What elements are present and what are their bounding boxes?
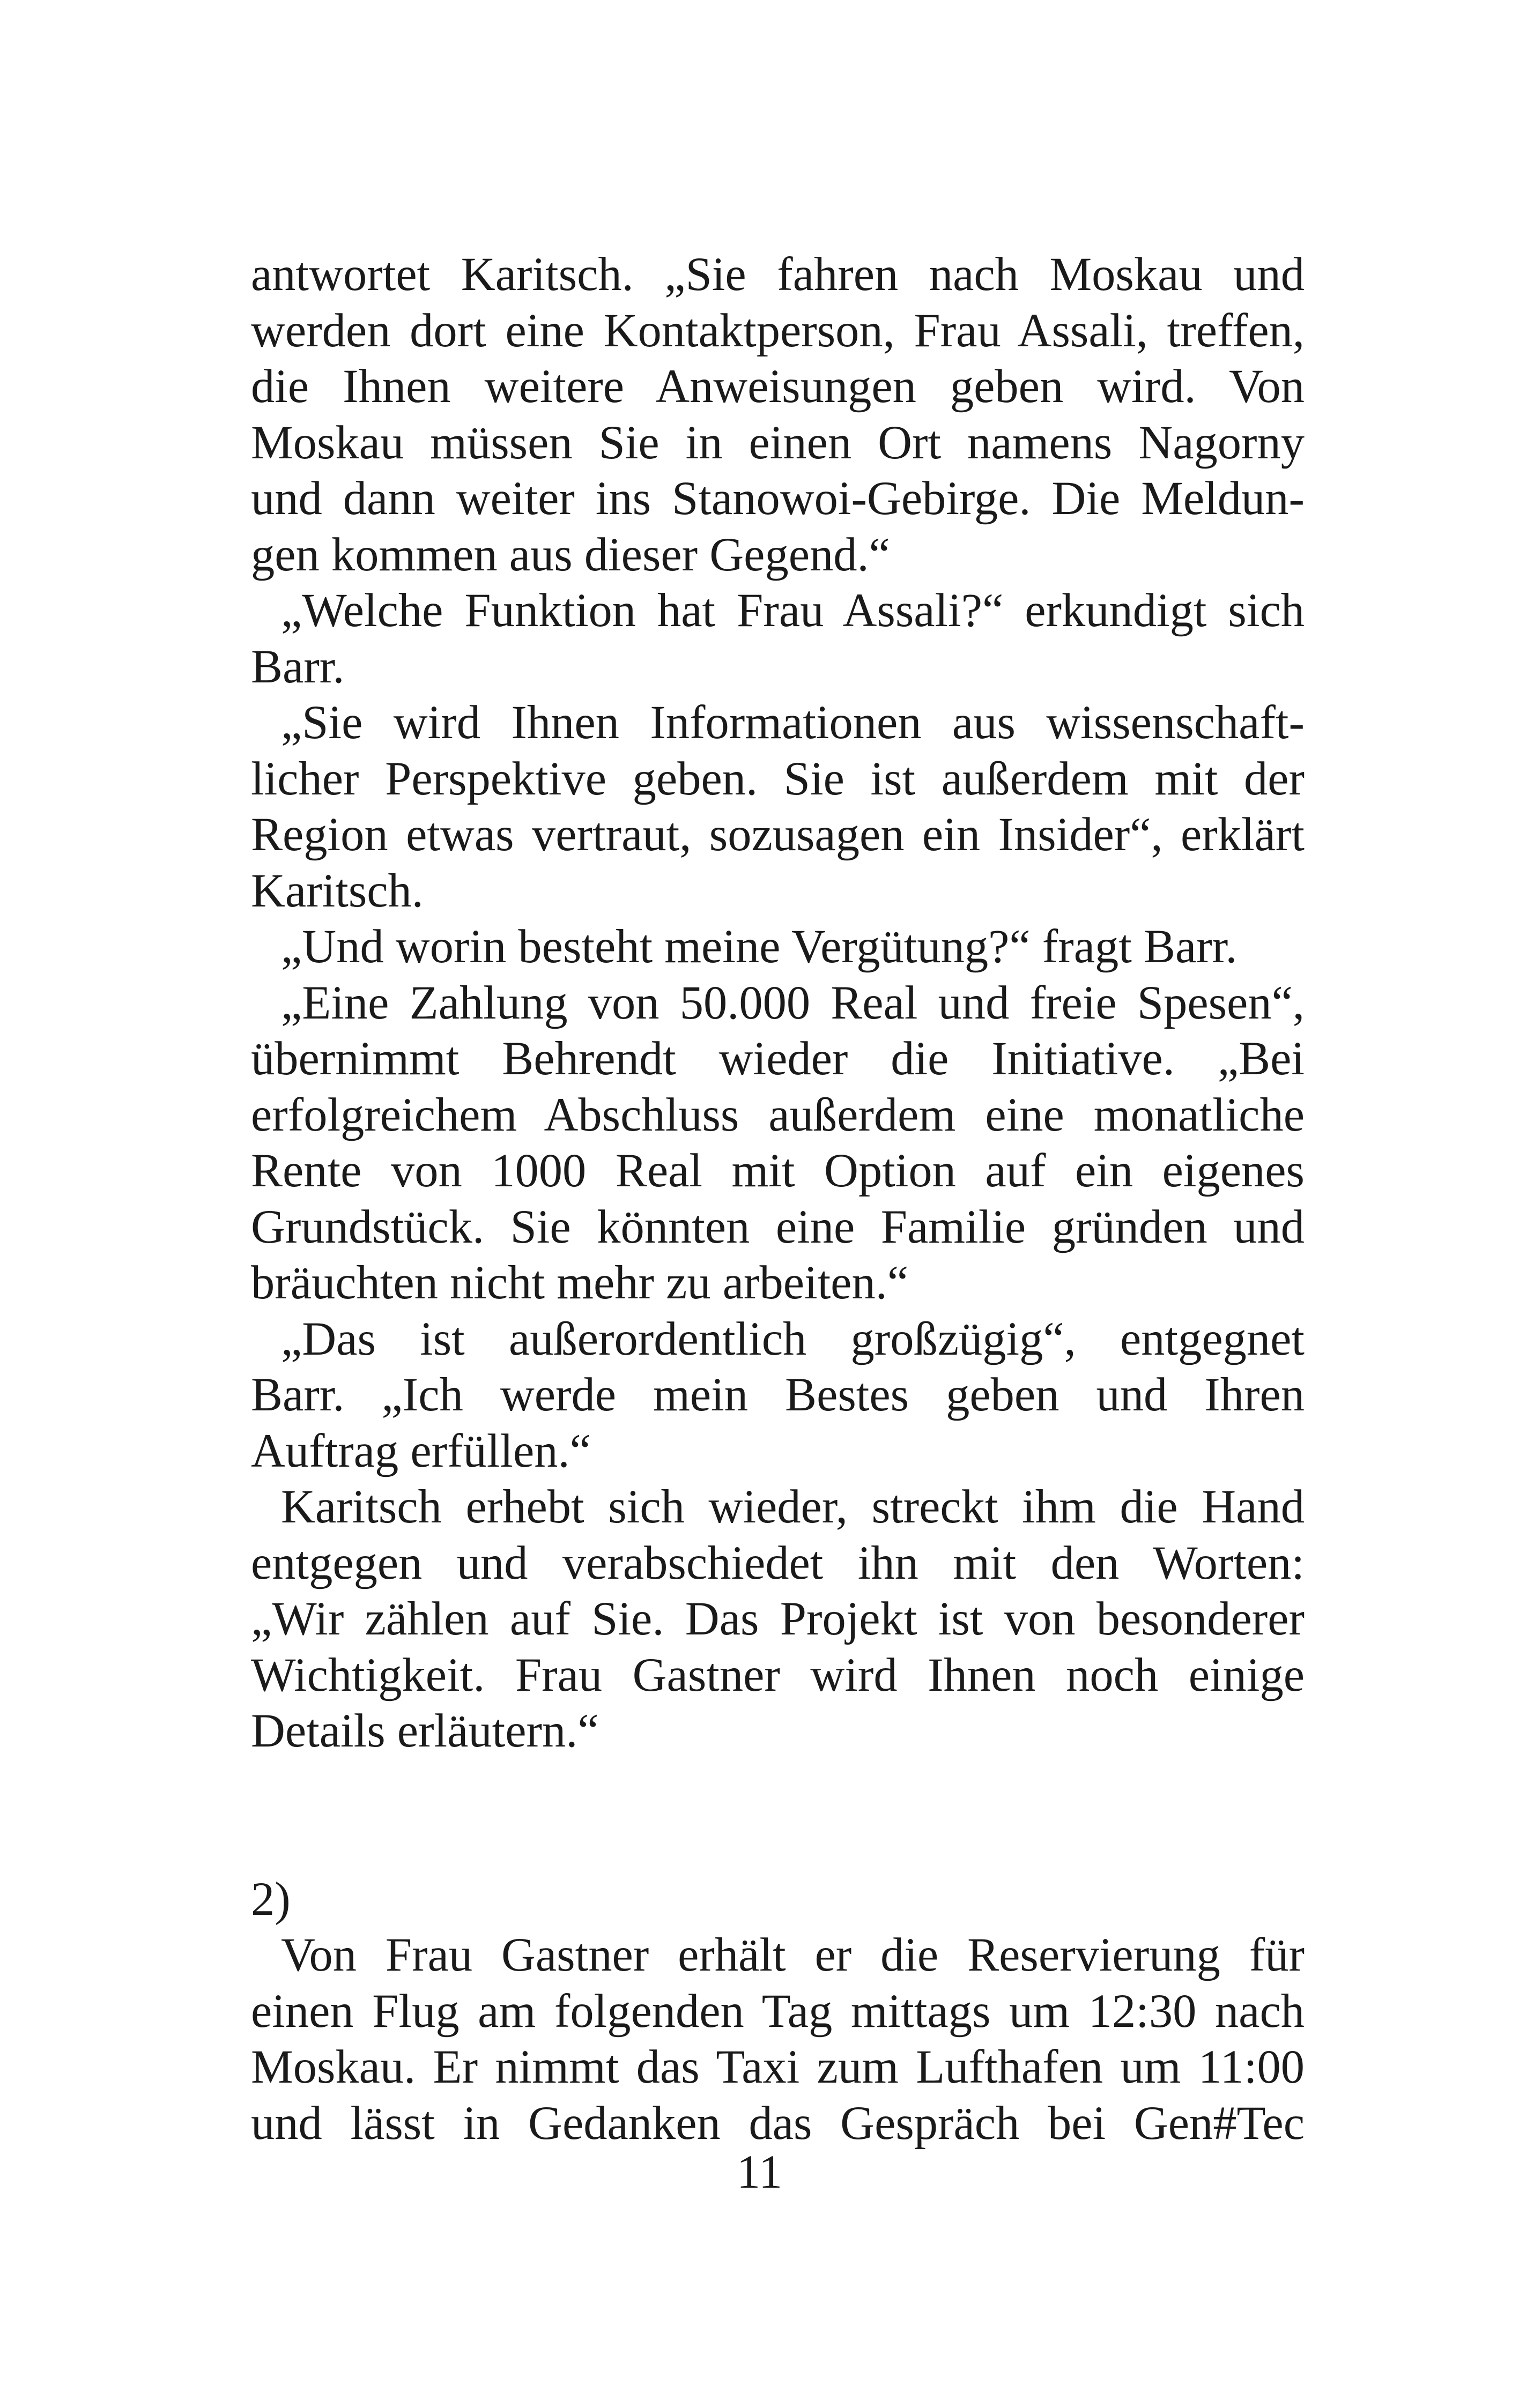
text-line: werden dort eine Kontaktperson, Frau Assali, treffen, bbox=[251, 304, 1305, 357]
text-line: Barr. „Ich werde mein Bestes geben und Ihren bbox=[251, 1369, 1305, 1421]
section-gap bbox=[251, 1759, 1305, 1871]
text-line: antwortet Karitsch. „Sie fahren nach Moskau und bbox=[251, 248, 1305, 301]
text-line: „Eine Zahlung von 50.000 Real und freie Spesen“, bbox=[281, 976, 1305, 1029]
text-line: licher Perspektive geben. Sie ist außerdem mit der bbox=[251, 752, 1305, 805]
body-text bbox=[251, 247, 1305, 2151]
text-line: Grundstück. Sie könnten eine Familie gründen und bbox=[251, 1200, 1305, 1253]
text-line: die Ihnen weitere Anweisungen geben wird. Von bbox=[251, 360, 1305, 413]
text-line: Details erläutern.“ bbox=[251, 1705, 599, 1757]
text-line: „Wir zählen auf Sie. Das Projekt ist von besonderer bbox=[251, 1593, 1305, 1645]
page-number: 11 bbox=[736, 2146, 783, 2198]
text-line: „Das ist außerordentlich großzügig“, entgegnet bbox=[281, 1312, 1305, 1365]
text-line: und dann weiter ins Stanowoi-Gebirge. Die Meldun- bbox=[251, 472, 1305, 525]
text-line: „Und worin besteht meine Vergütung?“ fragt Barr. bbox=[281, 920, 1238, 973]
text-line: „Welche Funktion hat Frau Assali?“ erkundigt sich bbox=[281, 584, 1305, 637]
text-line: einen Flug am folgenden Tag mittags um 12:30 nach bbox=[251, 1985, 1305, 2038]
section-heading: 2) bbox=[251, 1872, 291, 1926]
text-line: Wichtigkeit. Frau Gastner wird Ihnen noch einige bbox=[251, 1648, 1305, 1701]
text-line: erfolgreichem Abschluss außerdem eine monatliche bbox=[251, 1088, 1305, 1141]
text-line: Region etwas vertraut, sozusagen ein Insider“, erklärt bbox=[251, 808, 1305, 861]
text-line: gen kommen aus dieser Gegend.“ bbox=[251, 528, 890, 581]
text-line: Moskau. Er nimmt das Taxi zum Lufthafen um 11:00 bbox=[251, 2041, 1305, 2093]
text-line: bräuchten nicht mehr zu arbeiten.“ bbox=[251, 1257, 909, 1309]
text-line: Auftrag erfüllen.“ bbox=[251, 1424, 591, 1477]
text-line: Moskau müssen Sie in einen Ort namens Nagorny bbox=[251, 416, 1305, 469]
text-line: Rente von 1000 Real mit Option auf ein eigenes bbox=[251, 1144, 1305, 1197]
text-line: Karitsch erhebt sich wieder, streckt ihm die Hand bbox=[281, 1481, 1305, 1533]
text-line: Barr. bbox=[251, 640, 345, 693]
text-line: und lässt in Gedanken das Gespräch bei Gen#Tec bbox=[251, 2097, 1305, 2150]
text-line: Von Frau Gastner erhält er die Reservierung für bbox=[281, 1929, 1305, 1981]
text-line: übernimmt Behrendt wieder die Initiative. „Bei bbox=[251, 1032, 1305, 1085]
text-line: Karitsch. bbox=[251, 864, 424, 917]
text-line: entgegen und verabschiedet ihn mit den Worten: bbox=[251, 1536, 1305, 1589]
text-line: „Sie wird Ihnen Informationen aus wissenschaft- bbox=[281, 696, 1305, 749]
